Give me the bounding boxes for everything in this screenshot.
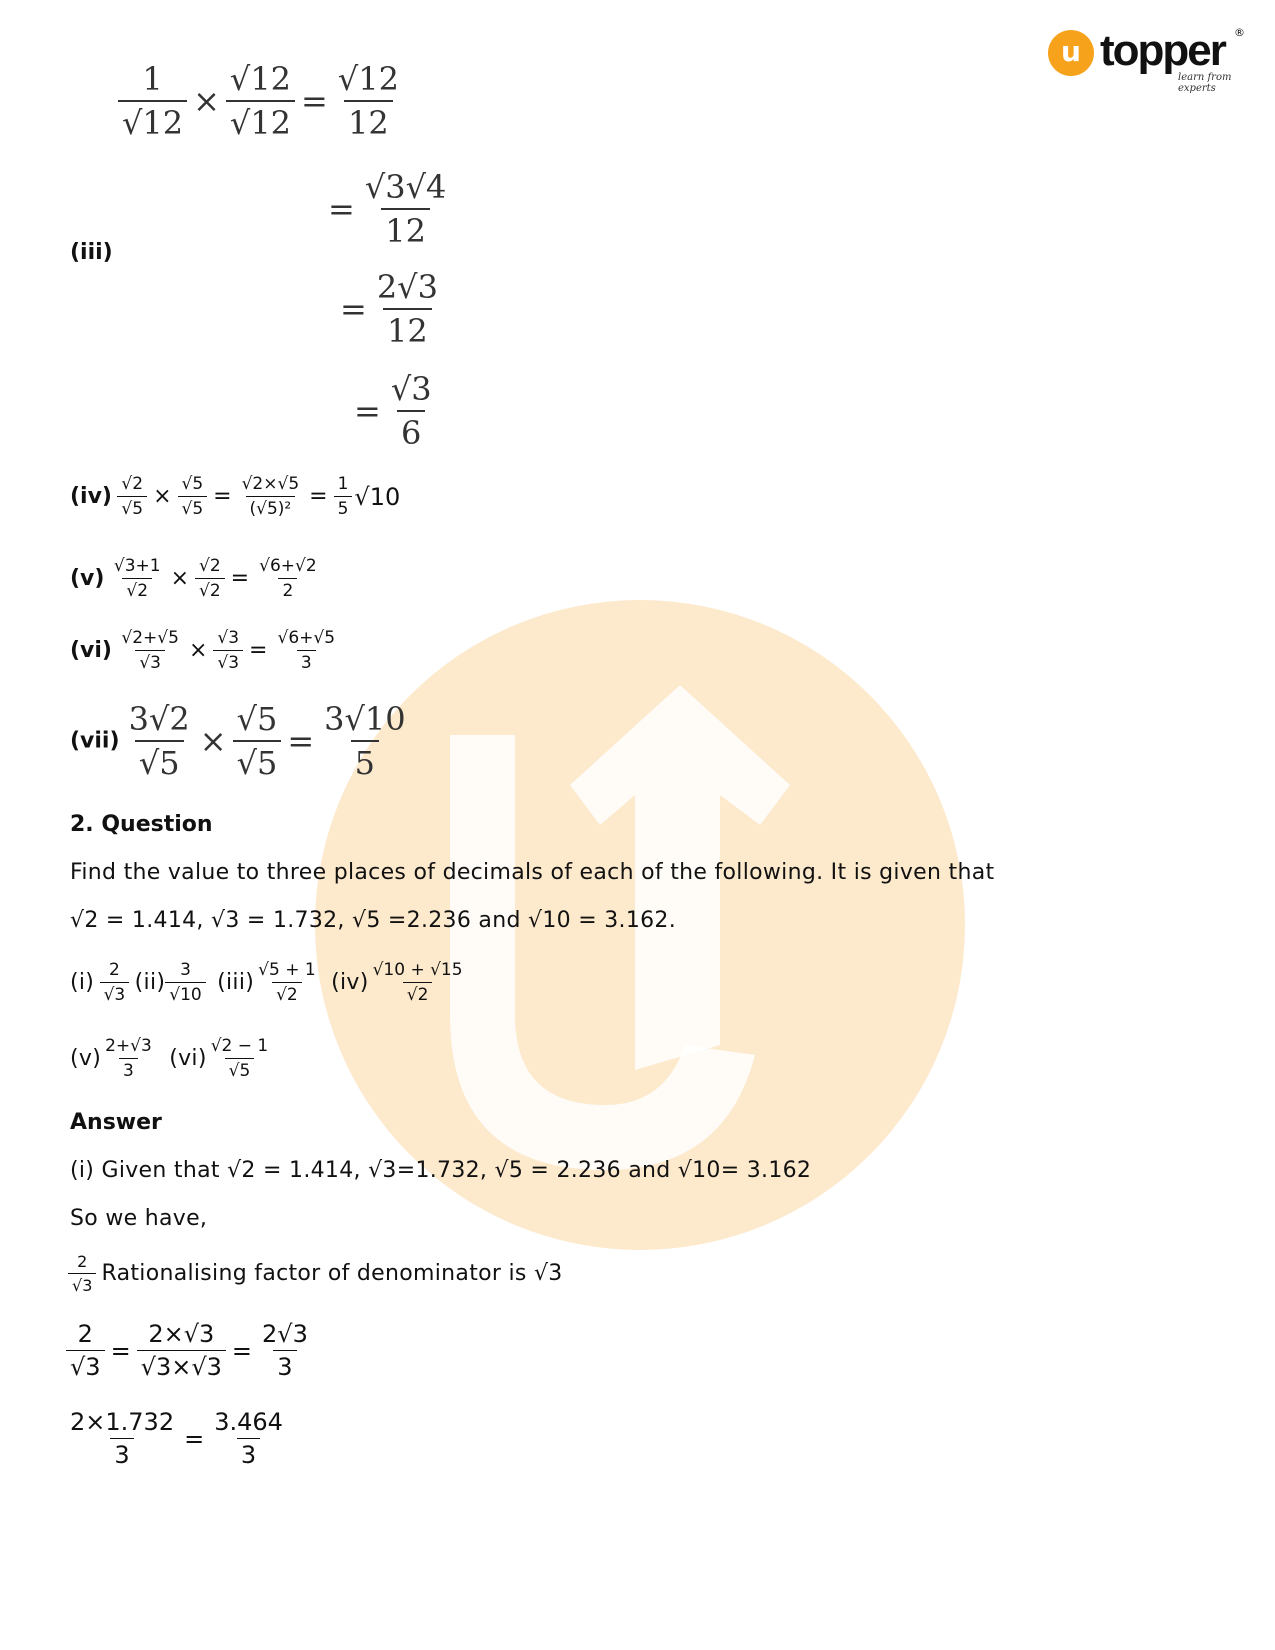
part-vi: (vi) $\frac{√2+√5}{√3}$ × $\frac{√3}{√3}$ = $\frac{√6+√5}{3}$ — [70, 628, 336, 673]
part-v: (v) $\frac{√3+1}{√2}$ × $\frac{√2}{√2}$ = $\frac{√6+√2}{2}$ — [70, 556, 317, 601]
question-parts-row-1: (i) $\frac{2}{√3}$ (ii) $\frac{3}{√10}$ (iii) $\frac{√5 + 1}{√2}$ (iv) $\frac{√10 + √15}{√2}$ — [70, 960, 463, 1005]
question-parts-row-2: (v) $\frac{2+√3}{3}$ (vi) $\frac{√2 - 1}{√5}$ — [70, 1036, 269, 1081]
answer-step-1: $\frac{2}{√3}$ = $\frac{2\times√3}{√3\times√3}$ = $\frac{2√3}{3}$ — [66, 1320, 312, 1381]
rationalising-line: $\frac{2}{√3}$ Rationalising factor of denominator is √3 — [68, 1252, 563, 1295]
logo-tagline: learn from experts — [1178, 72, 1232, 94]
part-vii: (vii) $\frac{3√2}{√5}$ × $\frac{√5}{√5}$ = $\frac{3√10}{5}$ — [70, 700, 406, 782]
registered-mark: ® — [1234, 26, 1245, 39]
question-text: Find the value to three places of decimals of each of the following. It is given that — [70, 860, 995, 885]
iii-line-4: = $\frac{√3}{6}$ — [354, 370, 432, 452]
iii-line-3: = $\frac{2√3}{12}$ — [340, 268, 438, 350]
logo-u-icon: u — [1048, 30, 1094, 76]
question-heading: 2. Question — [70, 812, 213, 837]
part-label-iii: (iii) — [70, 240, 113, 265]
iii-line-1: $\frac{1}{√12}$ × $\frac{√12}{√12}$ = $\frac{√12}{12}$ — [118, 60, 403, 142]
answer-step-2: $\frac{2\times 1.732}{3}$ = $\frac{3.464}{3}$ — [70, 1408, 283, 1469]
answer-given: (i) Given that √2 = 1.414, √3=1.732, √5 = 2.236 and √10= 3.162 — [70, 1158, 812, 1183]
answer-heading: Answer — [70, 1110, 162, 1135]
part-iv: (iv) $\frac{√2}{√5}$ × $\frac{√5}{√5}$ = $\frac{√2\times√5}{\text{(√5)²}}$ = $\frac{1}{5}$ √10 — [70, 474, 401, 519]
brand-logo — [1048, 26, 1248, 94]
iii-line-2: = $\frac{√3√4}{12}$ — [328, 168, 447, 250]
logo-wordmark: topper — [1100, 26, 1225, 75]
answer-so: So we have, — [70, 1206, 208, 1231]
given-values: √2 = 1.414, √3 = 1.732, √5 =2.236 and √10 = 3.162. — [70, 908, 677, 933]
